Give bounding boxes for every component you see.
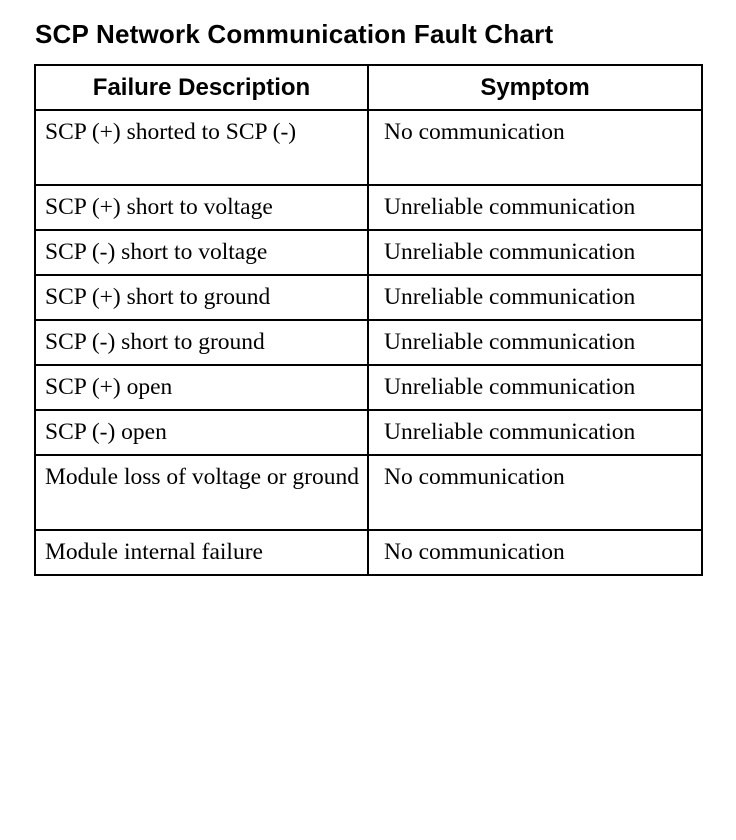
table-row — [35, 365, 702, 410]
failure-description-cell: Module internal failure — [35, 530, 368, 575]
failure-description-cell: SCP (+) short to voltage — [35, 185, 368, 230]
fault-chart-table — [34, 64, 703, 576]
table-row — [35, 110, 702, 185]
table-header-row — [35, 65, 702, 110]
symptom-cell: No communication — [368, 455, 702, 530]
symptom-cell: Unreliable communication — [368, 230, 702, 275]
table-row — [35, 185, 702, 230]
column-header-symptom: Symptom — [368, 65, 702, 110]
failure-description-cell: SCP (-) short to ground — [35, 320, 368, 365]
failure-description-cell: SCP (-) open — [35, 410, 368, 455]
failure-description-cell: SCP (+) shorted to SCP (-) — [35, 110, 368, 185]
symptom-cell: No communication — [368, 530, 702, 575]
table-row — [35, 455, 702, 530]
page-title: SCP Network Communication Fault Chart — [35, 19, 554, 49]
symptom-cell: Unreliable communication — [368, 410, 702, 455]
symptom-cell: Unreliable communication — [368, 365, 702, 410]
column-header-failure-description: Failure Description — [35, 65, 368, 110]
table-row — [35, 410, 702, 455]
failure-description-cell: SCP (+) short to ground — [35, 275, 368, 320]
table-row — [35, 530, 702, 575]
symptom-cell: No communication — [368, 110, 702, 185]
table-row — [35, 275, 702, 320]
symptom-cell: Unreliable communication — [368, 320, 702, 365]
symptom-cell: Unreliable communication — [368, 185, 702, 230]
table-row — [35, 230, 702, 275]
table-row — [35, 320, 702, 365]
failure-description-cell: SCP (+) open — [35, 365, 368, 410]
symptom-cell: Unreliable communication — [368, 275, 702, 320]
failure-description-cell: Module loss of voltage or ground — [35, 455, 368, 530]
failure-description-cell: SCP (-) short to voltage — [35, 230, 368, 275]
